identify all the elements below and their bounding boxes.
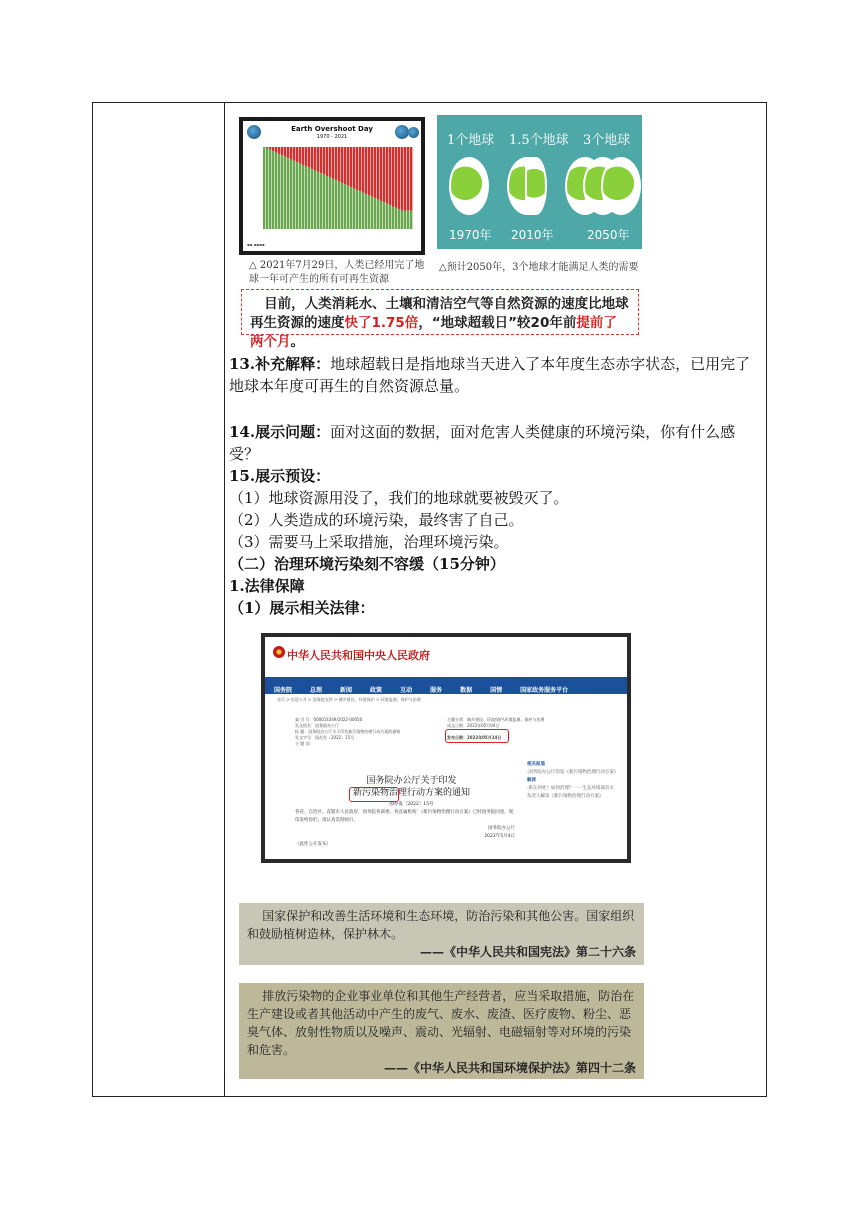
overshoot-bar bbox=[383, 147, 385, 202]
overshoot-bar bbox=[377, 147, 379, 200]
table-divider bbox=[224, 103, 225, 1096]
budget-bar bbox=[401, 211, 403, 229]
item-13: 13.补充解释：地球超载日是指地球当天进入了本年度生态赤字状态，已用完了地球本年度可再生的自然资源总量。 bbox=[229, 355, 751, 395]
budget-bar bbox=[290, 159, 292, 229]
overshoot-bar bbox=[293, 147, 295, 161]
overshoot-bar bbox=[305, 147, 307, 166]
overshoot-bar bbox=[347, 147, 349, 186]
budget-bar bbox=[377, 200, 379, 229]
overshoot-bar bbox=[278, 147, 280, 154]
title-highlight bbox=[349, 787, 399, 802]
overshoot-bar bbox=[392, 147, 394, 207]
overshoot-bar bbox=[353, 147, 355, 189]
budget-bar bbox=[320, 173, 322, 229]
year-label: 1970年 bbox=[449, 228, 492, 242]
budget-bar bbox=[389, 205, 391, 229]
budget-bar bbox=[362, 193, 364, 229]
budget-bar bbox=[299, 164, 301, 229]
budget-bar bbox=[284, 157, 286, 229]
item-15: 15.展示预设： bbox=[229, 467, 331, 485]
overshoot-bar bbox=[269, 147, 271, 150]
gov-site-title: 中华人民共和国中央人民政府 bbox=[287, 649, 430, 662]
budget-bar bbox=[278, 154, 280, 229]
budget-bar bbox=[383, 202, 385, 229]
budget-bar bbox=[266, 148, 268, 229]
figure-years: 1970 - 2021 bbox=[316, 134, 348, 140]
constitution-quote: 国家保护和改善生活环境和生态环境，防治污染和其他公害。国家组织和鼓励植树造林，保护林木。 ——《中华人民共和国宪法》第二十六条 bbox=[239, 903, 644, 965]
overshoot-bar bbox=[365, 147, 367, 194]
preset-2: （2）人类造成的环境污染，最终害了自己。 bbox=[229, 511, 524, 529]
budget-bar bbox=[350, 187, 352, 229]
overshoot-bar bbox=[395, 147, 397, 208]
budget-bar bbox=[386, 204, 388, 229]
earth-count-3: 3个地球 bbox=[583, 133, 631, 148]
overshoot-bar bbox=[281, 147, 283, 155]
budget-bar bbox=[380, 201, 382, 229]
budget-bar bbox=[398, 209, 400, 229]
related-sidebar: 相关报道 ·国务院办公厅印发《新污染物治理行动方案》 解读 ·新在何处？如何治理？一一生态环境部有关负责人解读《新污染物治理行动方案》 bbox=[527, 762, 619, 799]
budget-bar bbox=[359, 191, 361, 229]
overshoot-bar bbox=[296, 147, 298, 162]
budget-bar bbox=[410, 211, 412, 229]
overshoot-bar bbox=[326, 147, 328, 176]
nav-item: 互动 bbox=[400, 687, 413, 694]
budget-bar bbox=[335, 180, 337, 229]
overshoot-bar bbox=[272, 147, 274, 151]
overshoot-bar bbox=[311, 147, 313, 169]
content-cell bbox=[229, 103, 762, 1096]
overshoot-bar bbox=[302, 147, 304, 165]
overshoot-bar bbox=[275, 147, 277, 153]
law-heading: 1.法律保障 bbox=[229, 577, 305, 595]
overshoot-bar bbox=[338, 147, 340, 182]
law-subheading: （1）展示相关法律： bbox=[229, 599, 375, 617]
budget-bar bbox=[287, 158, 289, 229]
budget-bar bbox=[347, 186, 349, 229]
budget-bar bbox=[356, 190, 358, 229]
earth-count-1: 1个地球 bbox=[447, 133, 495, 148]
budget-bar bbox=[332, 179, 334, 229]
figure1-caption: △ 2021年7月29日，人类已经用完了地 球一年可产生的所有可再生资源 bbox=[249, 260, 425, 285]
overshoot-bar bbox=[356, 147, 358, 190]
budget-bar bbox=[368, 195, 370, 229]
overshoot-bar bbox=[308, 147, 310, 168]
preset-1: （1）地球资源用没了，我们的地球就要被毁灭了。 bbox=[229, 489, 569, 507]
overshoot-bar bbox=[290, 147, 292, 159]
item-14: 14.展示问题：面对这面的数据，面对危害人类健康的环境污染，你有什么感受？ bbox=[229, 423, 736, 463]
budget-bar bbox=[395, 208, 397, 229]
budget-bar bbox=[305, 166, 307, 229]
budget-bar bbox=[293, 161, 295, 229]
earths-needed-image bbox=[437, 115, 642, 249]
budget-bar bbox=[302, 165, 304, 229]
overshoot-bar bbox=[314, 147, 316, 171]
budget-bar bbox=[326, 176, 328, 229]
preset-3: （3）需要马上采取措施，治理环境污染。 bbox=[229, 533, 509, 551]
budget-bar bbox=[275, 153, 277, 229]
overshoot-bar bbox=[380, 147, 382, 201]
budget-bar bbox=[404, 211, 406, 229]
env-law-quote: 排放污染物的企业事业单位和其他生产经营者，应当采取措施，防治在生产建设或者其他活动中产生的废气、废水、废渣、医疗废物、粉尘、恶臭气体、放射性物质以及噪声、震动、光辐射、电磁辐射等对环境的污染和危害。 ——《中华人民共和国环境保护法》第四十二条 bbox=[239, 983, 644, 1079]
budget-bar bbox=[374, 198, 376, 229]
overshoot-bar bbox=[335, 147, 337, 180]
figure-footer: ▪▪ ▪▪▪▪ bbox=[247, 242, 265, 247]
globe-icon bbox=[601, 157, 641, 215]
figure2-caption: △预计2050年，3个地球才能满足人类的需要 bbox=[439, 262, 639, 273]
overshoot-bar bbox=[410, 147, 412, 211]
nav-item: 服务 bbox=[430, 687, 443, 694]
figure-title: Earth Overshoot Day bbox=[291, 125, 373, 133]
overshoot-bar bbox=[398, 147, 400, 209]
overshoot-bar bbox=[359, 147, 361, 191]
budget-bar bbox=[392, 207, 394, 229]
overshoot-bar bbox=[389, 147, 391, 205]
overshoot-bar bbox=[368, 147, 370, 195]
budget-bar bbox=[317, 172, 319, 229]
budget-bar bbox=[338, 182, 340, 229]
nav-item: 数据 bbox=[460, 687, 473, 694]
overshoot-bar bbox=[404, 147, 406, 211]
overshoot-bar bbox=[344, 147, 346, 184]
nav-item: 国务院 bbox=[274, 687, 293, 694]
budget-bar bbox=[269, 150, 271, 229]
nav-item: 国情 bbox=[490, 687, 503, 694]
doc-meta: 索 引 号：000014349/2022-00050 发文机关：国务院办公厅 标 题：国务院办公厅关于印发新污染物治理行动方案的通知 发文字号：国办发〔2022〕15号 主 题 词： bbox=[295, 717, 401, 746]
budget-bar bbox=[407, 211, 409, 229]
earth-count-2: 1.5个地球 bbox=[509, 133, 569, 148]
budget-bar bbox=[272, 151, 274, 229]
overshoot-bar bbox=[329, 147, 331, 177]
budget-bar bbox=[263, 147, 265, 229]
budget-bar bbox=[371, 197, 373, 229]
doc-meta-right: 主题分类：城乡建设、环境保护\环境监测、保护与治理 成文日期：2022年05月04日 发布日期：2022年05月24日 bbox=[447, 717, 545, 740]
overshoot-bar bbox=[401, 147, 403, 211]
overshoot-bars bbox=[263, 147, 413, 229]
budget-bar bbox=[344, 184, 346, 229]
highlight-box: 目前，人类消耗水、土壤和清洁空气等自然资源的速度比地球再生资源的速度快了1.75倍，“地球超载日”较20年前提前了两个月。 bbox=[241, 289, 639, 335]
doc-body: 各省、自治区、直辖市人民政府，国务院各部委、各直属机构：《新污染物治理行动方案》已经国务院同意，现印发给你们，请认真贯彻执行。 国务院办公厅 2022年5月4日 （此件公开发布） bbox=[295, 810, 515, 847]
overshoot-chart-image bbox=[239, 117, 425, 255]
year-label: 2010年 bbox=[511, 228, 554, 242]
overshoot-bar bbox=[266, 147, 268, 148]
overshoot-bar bbox=[371, 147, 373, 197]
globe-icon bbox=[449, 157, 489, 215]
budget-bar bbox=[281, 155, 283, 229]
nav-item: 国家政务服务平台 bbox=[520, 687, 569, 694]
year-label: 2050年 bbox=[587, 228, 630, 242]
budget-bar bbox=[296, 162, 298, 229]
section-heading: （二）治理环境污染刻不容缓（15分钟） bbox=[229, 555, 505, 573]
gov-website-screenshot bbox=[261, 633, 631, 863]
overshoot-bar bbox=[320, 147, 322, 173]
budget-bar bbox=[329, 177, 331, 229]
overshoot-bar bbox=[350, 147, 352, 187]
budget-bar bbox=[341, 183, 343, 229]
doc-title: 国务院办公厅关于印发 新污染物治理行动方案的通知 国办发〔2022〕15号 bbox=[353, 776, 471, 807]
gov-nav bbox=[265, 677, 627, 694]
overshoot-bar bbox=[386, 147, 388, 204]
budget-bar bbox=[323, 175, 325, 229]
budget-bar bbox=[311, 169, 313, 229]
budget-bar bbox=[365, 194, 367, 229]
overshoot-bar bbox=[332, 147, 334, 179]
half-globe-icon bbox=[525, 157, 547, 215]
overshoot-bar bbox=[323, 147, 325, 175]
nav-item: 新闻 bbox=[340, 687, 353, 694]
overshoot-bar bbox=[317, 147, 319, 172]
budget-bar bbox=[314, 171, 316, 229]
nav-item: 政策 bbox=[370, 687, 383, 694]
gov-breadcrumb: 首页 > 信息公开 > 国务院文件 > 城乡建设、环境保护 > 环境监测、保护与治理 bbox=[277, 697, 421, 702]
nav-item: 总理 bbox=[310, 687, 323, 694]
lesson-table bbox=[92, 102, 767, 1097]
budget-bar bbox=[308, 168, 310, 229]
national-emblem-icon bbox=[273, 646, 285, 658]
overshoot-bar bbox=[407, 147, 409, 211]
overshoot-bar bbox=[341, 147, 343, 183]
overshoot-bar bbox=[374, 147, 376, 198]
budget-bar bbox=[353, 189, 355, 229]
overshoot-bar bbox=[362, 147, 364, 193]
date-highlight bbox=[445, 729, 509, 743]
overshoot-bar bbox=[284, 147, 286, 157]
overshoot-bar bbox=[287, 147, 289, 158]
overshoot-bar bbox=[299, 147, 301, 164]
